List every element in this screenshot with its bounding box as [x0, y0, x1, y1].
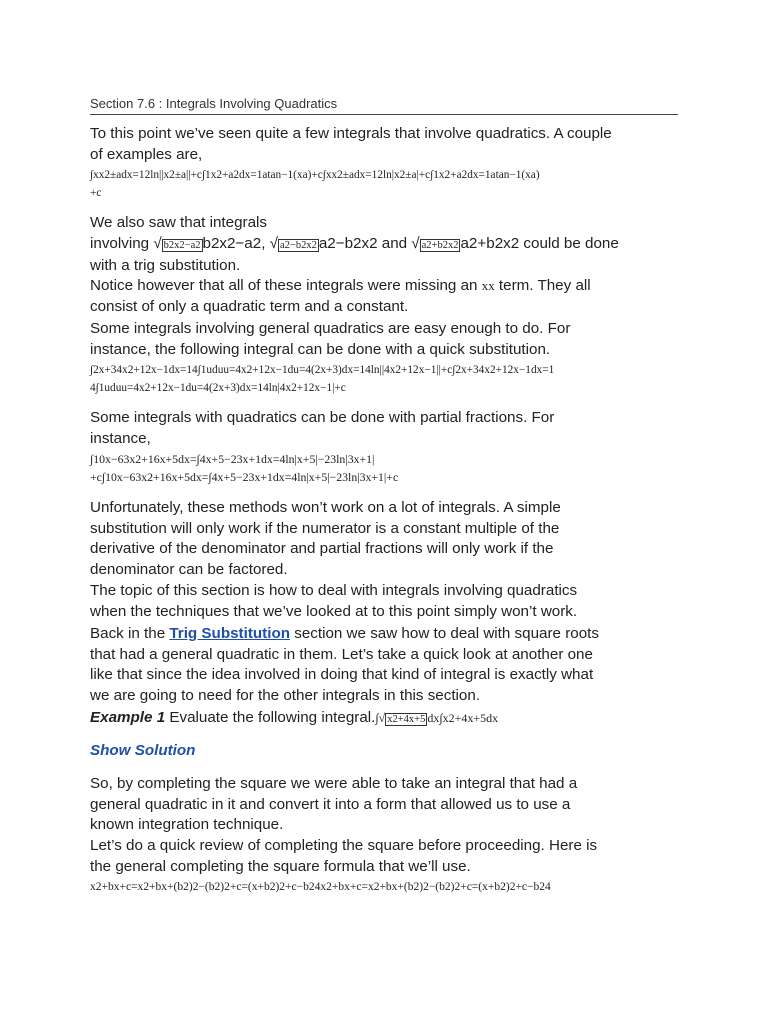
example-text: Evaluate the following integral.: [165, 709, 376, 726]
paragraph-line: substitution will only work if the numerator is a constant multiple of the: [90, 519, 560, 537]
notice-text: Notice however that all of these integrals were missing an: [90, 277, 482, 294]
substitution-equations: [90, 361, 690, 397]
paragraph-line: The topic of this section is how to deal with integrals involving quadratics: [90, 582, 578, 599]
general-paragraph: [90, 319, 690, 360]
partial-paragraph: [90, 408, 690, 449]
topic-paragraph: [90, 581, 690, 622]
paragraph-text: Back in the: [90, 625, 170, 642]
example-label: Example 1: [90, 709, 166, 726]
equation-line: ∫2x+34x2+12x−1dx=14∫1uduu=4x2+12x−1du=4(2x+3)dx=14ln||4x2+12x−1||+c∫2x+34x2+12x−1dx=1: [90, 364, 555, 376]
intro-paragraph: [90, 124, 690, 165]
radical-box: a2−b2x2: [279, 239, 317, 251]
intro-equations: [90, 166, 690, 202]
paragraph-line: denominator can be factored.: [90, 560, 288, 578]
partial-fraction-equations: [90, 450, 690, 486]
radical-box: b2x2−a2: [163, 239, 201, 251]
example-1: [90, 708, 690, 731]
unfortunately-paragraph: [90, 498, 690, 580]
paragraph-line: the general completing the square formula that we’ll use.: [90, 857, 471, 875]
trig-line: We also saw that integrals: [90, 214, 267, 231]
paragraph-line: Let’s do a quick review of completing the square before proceeding. Here is: [90, 837, 598, 854]
paragraph-line: like that since the idea involved in doing that kind of integral is exactly what: [90, 666, 594, 683]
equation-line: 4∫1uduu=4x2+12x−1du=4(2x+3)dx=14ln|4x2+12x−1|+c: [90, 382, 346, 394]
review-paragraph: [90, 836, 690, 877]
equation-line: ∫xx2±adx=12ln||x2±a||+c∫1x2+a2dx=1atan−1(xa)+c∫xx2±adx=12ln|x2±a|+c∫1x2+a2dx=1atan−1(xa): [90, 169, 540, 181]
trig-paragraph: [90, 213, 690, 277]
completing-square-formula: [90, 878, 690, 896]
equation-line: +c: [90, 187, 102, 199]
notice-line: consist of only a quadratic term and a constant.: [90, 297, 409, 315]
partial-line: Some integrals with quadratics can be done with partial fractions. For: [90, 409, 555, 426]
x-variable: xx: [481, 278, 495, 293]
paragraph-text: section we saw how to deal with square roots: [290, 625, 599, 642]
general-line: Some integrals involving general quadratics are easy enough to do. For: [90, 320, 571, 337]
trig-text: a2−b2x2 and √: [318, 234, 420, 252]
paragraph-line: that had a general quadratic in them. Let’s take a quick look at another one: [90, 645, 593, 663]
trig-involving: involving √: [90, 234, 162, 252]
intro-line: of examples are,: [90, 145, 203, 163]
paragraph-line: general quadratic in it and convert it into a form that allowed us to use a: [90, 795, 571, 813]
paragraph-line: derivative of the denominator and partial fractions will only work if the: [90, 540, 554, 557]
intro-line: To this point we’ve seen quite a few integrals that involve quadratics. A couple: [90, 125, 612, 142]
paragraph-line: when the techniques that we’ve looked at to this point simply won’t work.: [90, 602, 578, 620]
partial-line: instance,: [90, 429, 151, 447]
general-line: instance, the following integral can be done with a quick substitution.: [90, 340, 551, 358]
equation-line: +c∫10x−63x2+16x+5dx=∫4x+5−23x+1dx=4ln|x+5|−23ln|3x+1|+c: [90, 470, 399, 484]
example-integral: dx∫x2+4x+5dx: [427, 711, 499, 725]
section-header: Section 7.6 : Integrals Involving Quadratics: [90, 96, 678, 115]
trig-line: with a trig substitution.: [90, 257, 241, 274]
equation-line: x2+bx+c=x2+bx+(b2)2−(b2)2+c=(x+b2)2+c−b24x2+bx+c=x2+bx+(b2)2−(b2)2+c=(x+b2)2+c−b24: [90, 881, 551, 893]
paragraph-line: known integration technique.: [90, 816, 284, 833]
trig-text: b2x2−a2, √: [202, 234, 278, 252]
notice-paragraph: [90, 276, 690, 317]
paragraph-line: Unfortunately, these methods won’t work on a lot of integrals. A simple: [90, 499, 561, 516]
equation-line: ∫10x−63x2+16x+5dx=∫4x+5−23x+1dx=4ln|x+5|−23ln|3x+1|: [90, 452, 375, 466]
trig-text: a2+b2x2 could be done: [460, 234, 619, 252]
notice-text: term. They all: [494, 277, 591, 294]
example-integral-sign: ∫√: [375, 711, 386, 725]
paragraph-line: we are going to need for the other integrals in this section.: [90, 686, 481, 704]
completing-paragraph: [90, 774, 690, 836]
radical-box: x2+4x+5: [387, 714, 426, 725]
back-paragraph: [90, 624, 690, 706]
radical-box: a2+b2x2: [421, 239, 459, 251]
trig-substitution-link[interactable]: Trig Substitution: [169, 625, 290, 642]
show-solution-button[interactable]: Show Solution: [90, 742, 196, 759]
paragraph-line: So, by completing the square we were able to take an integral that had a: [90, 775, 578, 792]
